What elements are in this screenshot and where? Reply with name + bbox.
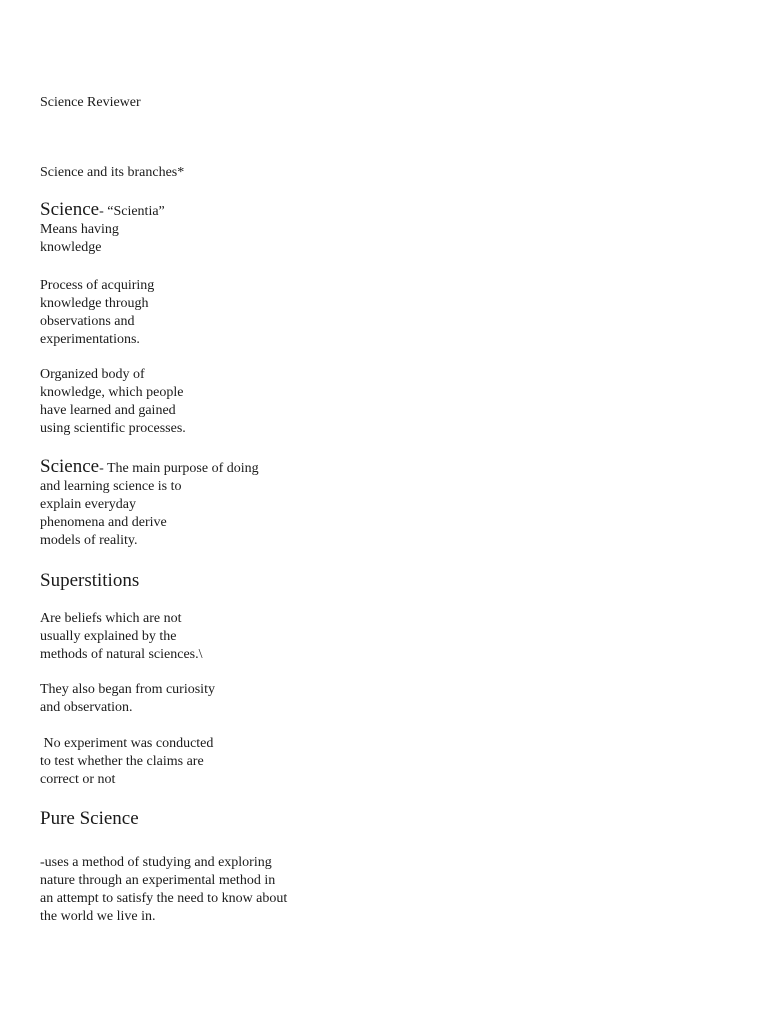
science-term-rest: - “Scientia” — [99, 204, 165, 219]
process-line: observations and — [40, 314, 135, 329]
science-purpose-term: Science — [40, 456, 100, 477]
science-purpose-line: phenomena and derive — [40, 515, 167, 530]
superstitions-line: methods of natural sciences.\ — [40, 647, 203, 662]
science-purpose-rest: - The main purpose of doing — [99, 461, 259, 476]
pure-science-heading-text: Pure Science — [40, 808, 139, 829]
process-line: experimentations. — [40, 332, 140, 347]
process-line: knowledge through — [40, 296, 149, 311]
pure-science-heading — [40, 808, 139, 830]
pure-science-line: -uses a method of studying and exploring — [40, 855, 272, 870]
superstitions-paragraph-2 — [40, 681, 215, 717]
superstitions-heading-text: Superstitions — [40, 570, 140, 591]
superstitions-line: to test whether the claims are — [40, 754, 204, 769]
superstitions-line: correct or not — [40, 772, 116, 787]
science-definition-line: Means having — [40, 222, 119, 237]
science-definition-heading — [40, 201, 165, 221]
science-purpose-line: models of reality. — [40, 533, 138, 548]
superstitions-line: usually explained by the — [40, 629, 177, 644]
document-subtitle — [40, 164, 184, 182]
superstitions-line: Are beliefs which are not — [40, 611, 182, 626]
science-purpose-heading — [40, 458, 259, 478]
superstitions-heading — [40, 570, 139, 592]
science-definition-line: knowledge — [40, 240, 102, 255]
organized-line: have learned and gained — [40, 403, 176, 418]
superstitions-paragraph-3 — [40, 735, 213, 789]
document-title — [40, 94, 141, 112]
superstitions-line: They also began from curiosity — [40, 682, 215, 697]
pure-science-line: nature through an experimental method in — [40, 873, 276, 888]
organized-line: knowledge, which people — [40, 385, 184, 400]
superstitions-line: No experiment was conducted — [40, 736, 214, 751]
pure-science-line: an attempt to satisfy the need to know about — [40, 891, 288, 906]
superstitions-paragraph-1 — [40, 610, 203, 664]
organized-line: using scientific processes. — [40, 421, 186, 436]
process-line: Process of acquiring — [40, 278, 155, 293]
science-definition — [40, 201, 165, 257]
science-purpose-line: and learning science is to — [40, 479, 182, 494]
organized-line: Organized body of — [40, 367, 145, 382]
science-term: Science — [40, 199, 100, 220]
title-text: Science Reviewer — [40, 95, 141, 110]
process-paragraph — [40, 277, 154, 349]
superstitions-line: and observation. — [40, 700, 133, 715]
organized-paragraph — [40, 366, 186, 438]
science-purpose-line: explain everyday — [40, 497, 137, 512]
pure-science-line: the world we live in. — [40, 909, 156, 924]
pure-science-paragraph — [40, 854, 287, 926]
subtitle-text: Science and its branches* — [40, 165, 185, 180]
science-purpose — [40, 458, 259, 550]
